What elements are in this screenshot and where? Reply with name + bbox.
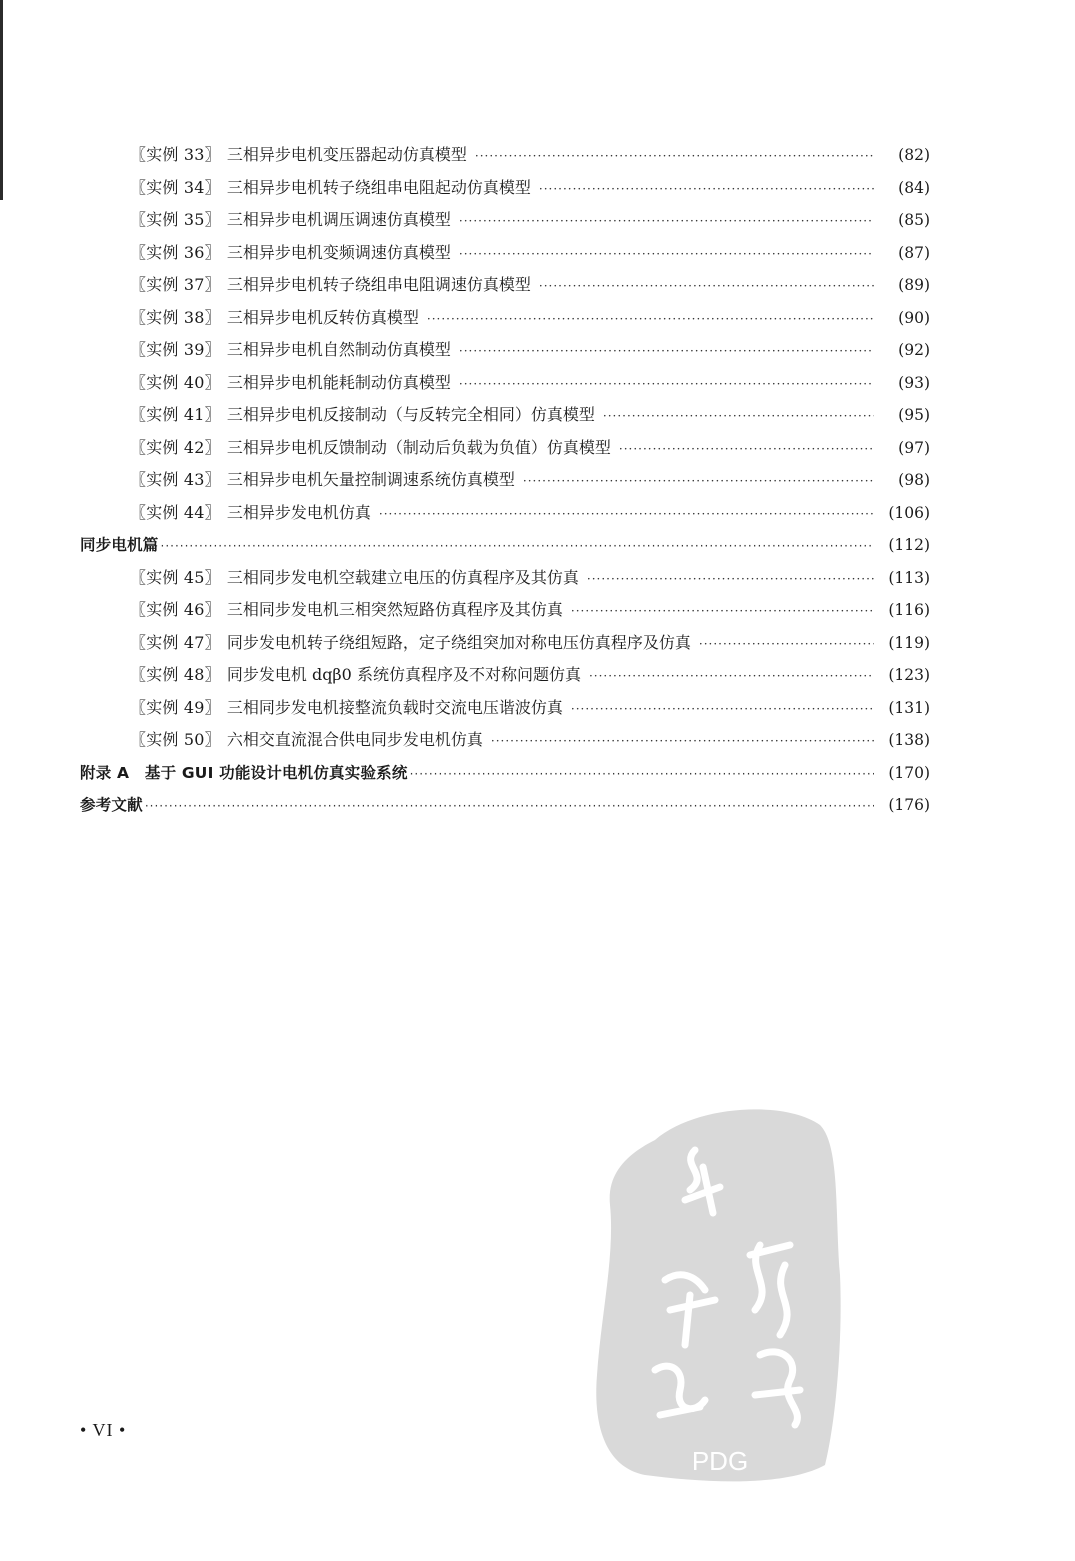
toc-entry-page: (82)	[898, 146, 930, 164]
leader-dots	[427, 303, 874, 336]
toc-entry-page: (93)	[898, 373, 930, 392]
toc-entry-title: 三相同步发电机接整流负载时交流电压谐波仿真	[226, 697, 563, 717]
toc-row[interactable]	[80, 464, 930, 497]
toc-entry-title: 三相异步电机变频调速仿真模型	[226, 242, 451, 262]
leader-dots	[491, 725, 874, 758]
toc-row[interactable]	[80, 692, 930, 725]
toc-row[interactable]	[80, 659, 930, 692]
toc-entry-title: 三相异步电机反馈制动（制动后负载为负值）仿真模型	[226, 437, 611, 457]
toc-entry-label: 〖实例 35〗	[130, 210, 221, 229]
toc-entry-label: 〖实例 48〗	[130, 665, 221, 684]
toc-entry-label: 〖实例 49〗	[130, 697, 221, 717]
toc-entry-title: 三相异步电机变压器起动仿真模型	[226, 145, 467, 164]
leader-dots	[699, 628, 874, 661]
leader-dots	[459, 205, 874, 238]
leader-dots	[523, 465, 874, 498]
toc-row[interactable]	[80, 562, 930, 595]
toc-entry-page: (123)	[888, 666, 930, 684]
toc-entry-page: (89)	[898, 276, 930, 294]
toc-section-title: 附录 A 基于 GUI 功能设计电机仿真实验系统	[80, 763, 408, 782]
toc-entry-label: 〖实例 44〗	[130, 502, 221, 522]
toc-entry-label: 〖实例 45〗	[130, 567, 221, 587]
seal-pdg-text: PDG	[691, 1446, 749, 1476]
toc-row[interactable]	[80, 302, 930, 335]
toc-entry-page: (176)	[888, 796, 930, 814]
leader-dots	[571, 693, 874, 726]
toc-entry-page: (92)	[898, 341, 930, 359]
toc-entry-label: 〖实例 33〗	[130, 145, 221, 164]
toc-entry-title: 六相交直流混合供电同步发电机仿真	[226, 730, 483, 749]
toc-entry-title: 同步发电机 dqβ0 系统仿真程序及不对称问题仿真	[226, 665, 581, 684]
toc-entry-label: 〖实例 36〗	[130, 242, 221, 262]
toc-entry-page: (138)	[888, 731, 930, 749]
toc-entry-title: 三相异步电机能耗制动仿真模型	[226, 372, 451, 392]
toc-entry-page: (95)	[898, 406, 930, 424]
leader-dots	[410, 758, 874, 791]
toc-entry-label: 〖实例 38〗	[130, 307, 221, 327]
toc-entry-page: (98)	[898, 471, 930, 489]
page-number: • VI •	[80, 1420, 127, 1440]
toc-entry-label: 〖实例 50〗	[130, 730, 221, 749]
toc-row[interactable]	[80, 432, 930, 465]
toc-section-row[interactable]	[80, 757, 930, 790]
toc-entry-title: 三相异步电机转子绕组串电阻调速仿真模型	[226, 275, 531, 294]
leader-dots	[459, 368, 874, 401]
leader-dots	[459, 238, 874, 271]
toc-entry-title: 三相异步电机自然制动仿真模型	[226, 340, 451, 359]
toc-section-row[interactable]	[80, 789, 930, 822]
leader-dots	[379, 498, 874, 531]
toc-row[interactable]	[80, 237, 930, 270]
leader-dots	[571, 595, 874, 628]
toc-row[interactable]	[80, 367, 930, 400]
toc-entry-page: (106)	[888, 503, 930, 522]
toc-entry-title: 三相异步电机反转仿真模型	[226, 307, 419, 327]
toc-section-title: 同步电机篇	[80, 536, 159, 554]
seal-shape	[596, 1109, 840, 1481]
toc-entry-label: 〖实例 37〗	[130, 275, 221, 294]
toc-row[interactable]	[80, 334, 930, 367]
toc-entry-label: 〖实例 39〗	[130, 340, 221, 359]
toc-entry-page: (90)	[898, 308, 930, 327]
toc-entry-label: 〖实例 34〗	[130, 177, 221, 197]
toc-entry-title: 三相异步发电机仿真	[226, 502, 371, 522]
toc-entry-title: 三相同步发电机三相突然短路仿真程序及其仿真	[226, 600, 563, 619]
leader-dots	[589, 660, 874, 693]
toc-section-title: 参考文献	[80, 796, 143, 814]
toc-entry-page: (97)	[898, 438, 930, 457]
toc-row[interactable]	[80, 594, 930, 627]
leader-dots	[587, 563, 874, 596]
leader-dots	[459, 335, 874, 368]
toc-entry-title: 三相异步电机矢量控制调速系统仿真模型	[226, 470, 515, 489]
toc-entry-title: 三相异步电机转子绕组串电阻起动仿真模型	[226, 177, 531, 197]
leader-dots	[603, 400, 874, 433]
toc-row[interactable]	[80, 497, 930, 530]
toc-entry-label: 〖实例 41〗	[130, 405, 221, 424]
toc-entry-page: (131)	[888, 698, 930, 717]
page-edge	[0, 0, 3, 200]
toc-section-row[interactable]	[80, 529, 930, 562]
leader-dots	[619, 433, 874, 466]
toc-row[interactable]	[80, 172, 930, 205]
toc-entry-label: 〖实例 42〗	[130, 437, 221, 457]
toc-entry-page: (87)	[898, 243, 930, 262]
toc-entry-page: (85)	[898, 211, 930, 229]
toc-entry-title: 三相同步发电机空载建立电压的仿真程序及其仿真	[226, 567, 579, 587]
toc-row[interactable]	[80, 269, 930, 302]
toc-entry-title: 三相异步电机调压调速仿真模型	[226, 210, 451, 229]
toc-entry-title: 三相异步电机反接制动（与反转完全相同）仿真模型	[226, 405, 595, 424]
toc-row[interactable]	[80, 724, 930, 757]
toc-entry-label: 〖实例 46〗	[130, 600, 221, 619]
toc-row[interactable]	[80, 399, 930, 432]
table-of-contents	[80, 139, 930, 822]
toc-entry-title: 同步发电机转子绕组短路，定子绕组突加对称电压仿真程序及仿真	[226, 632, 691, 652]
leader-dots	[539, 270, 874, 303]
leader-dots	[475, 140, 874, 173]
seal-watermark	[585, 1095, 845, 1490]
toc-entry-page: (119)	[888, 633, 930, 652]
toc-entry-label: 〖实例 40〗	[130, 372, 221, 392]
toc-row[interactable]	[80, 139, 930, 172]
toc-entry-page: (113)	[888, 568, 930, 587]
toc-entry-page: (170)	[888, 763, 930, 782]
toc-entry-page: (116)	[888, 601, 930, 619]
toc-entry-page: (84)	[898, 178, 930, 197]
toc-entry-label: 〖实例 43〗	[130, 470, 221, 489]
toc-entry-label: 〖实例 47〗	[130, 632, 221, 652]
toc-row[interactable]	[80, 204, 930, 237]
leader-dots	[161, 530, 874, 563]
toc-row[interactable]	[80, 627, 930, 660]
toc-entry-page: (112)	[888, 536, 930, 554]
leader-dots	[145, 790, 874, 823]
leader-dots	[539, 173, 874, 206]
